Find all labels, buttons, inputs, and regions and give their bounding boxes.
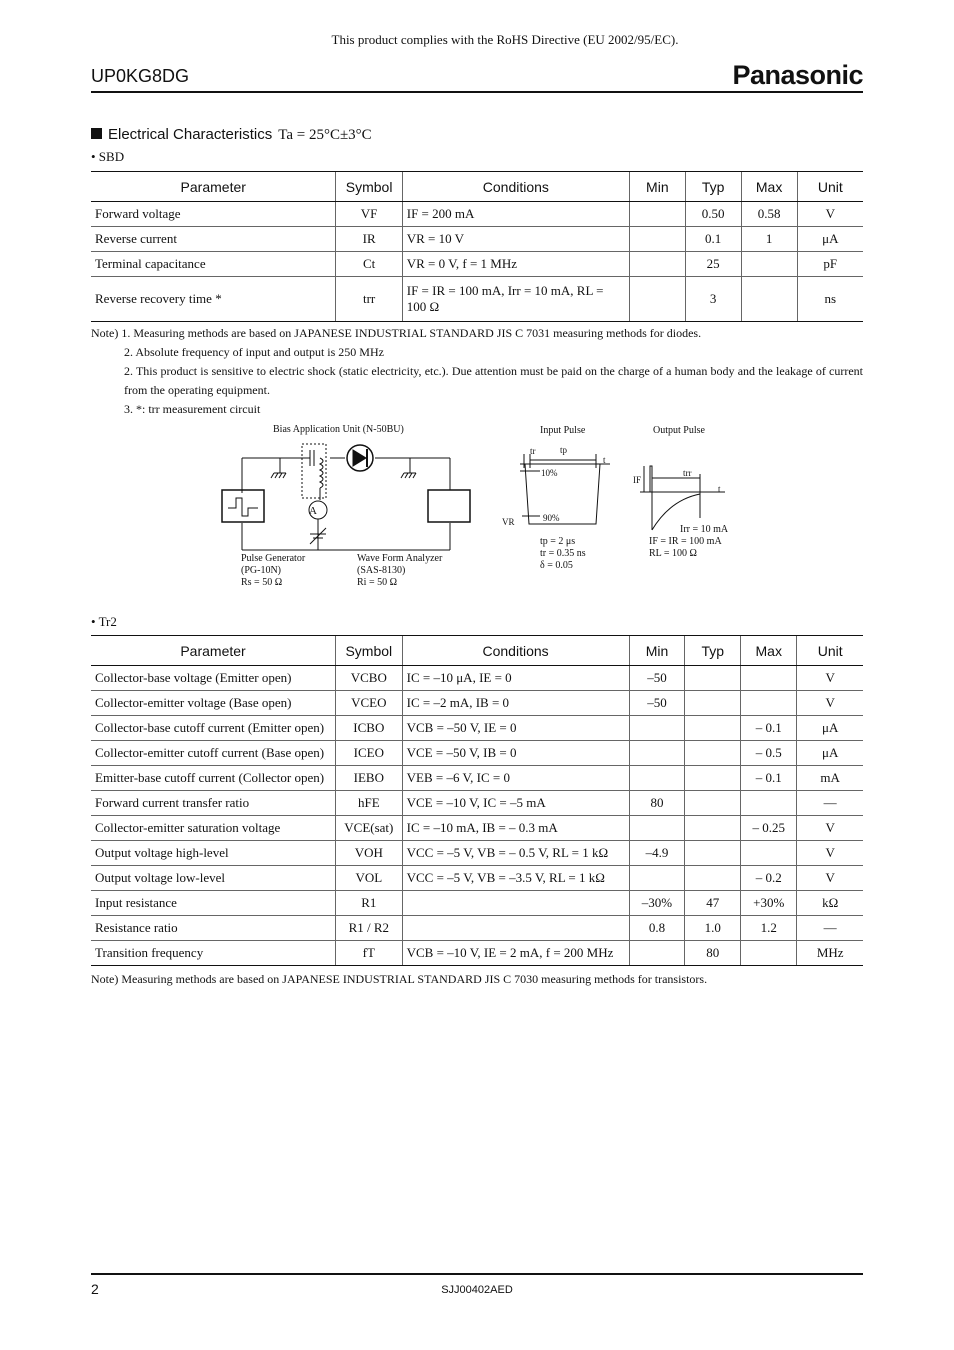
cell-cond: IF = 200 mA <box>402 202 629 227</box>
column-header: Conditions <box>402 172 629 202</box>
cell-min <box>629 766 685 791</box>
cell-symbol: VOH <box>336 841 403 866</box>
trr-measurement-circuit <box>210 418 750 598</box>
output-param-if: IF = IR = 100 mA <box>649 536 722 547</box>
cell-cond: VCB = –10 V, IE = 2 mA, f = 200 MHz <box>402 941 629 966</box>
part-number: UP0KG8DG <box>91 66 190 86</box>
column-header: Parameter <box>91 172 336 202</box>
cell-cond: VCB = –50 V, IE = 0 <box>402 716 629 741</box>
table-row <box>91 202 863 227</box>
table-row <box>91 916 863 941</box>
rohs-notice: This product complies with the RoHS Directive (EU 2002/95/EC). <box>331 32 679 47</box>
cell-symbol: fT <box>336 941 403 966</box>
cell-min <box>629 277 685 322</box>
input-vr-label: VR <box>502 517 515 527</box>
output-pulse-title: Output Pulse <box>653 425 705 436</box>
cell-param: Reverse current <box>91 227 336 252</box>
column-header: Symbol <box>336 172 402 202</box>
cell-max: – 0.2 <box>741 866 797 891</box>
column-header: Symbol <box>336 636 403 666</box>
cell-param: Reverse recovery time * <box>91 277 336 322</box>
analyzer-ri: Ri = 50 Ω <box>357 577 398 588</box>
input-tr-label: tr <box>530 446 536 456</box>
cell-typ <box>685 766 741 791</box>
input-param-tr: tr = 0.35 ns <box>540 548 586 559</box>
tr2-header-row <box>91 636 863 666</box>
input-param-tp: tp = 2 μs <box>540 536 576 547</box>
cell-symbol: VF <box>336 202 402 227</box>
cell-unit: — <box>797 791 863 816</box>
cell-param: Collector-emitter saturation voltage <box>91 816 336 841</box>
cell-min: –50 <box>629 691 685 716</box>
cell-symbol: ICBO <box>336 716 403 741</box>
cell-max <box>741 277 797 322</box>
cell-symbol: Ct <box>336 252 402 277</box>
cell-cond: VCC = –5 V, VB = –3.5 V, RL = 1 kΩ <box>402 866 629 891</box>
cell-typ: 0.1 <box>685 227 741 252</box>
table-row <box>91 766 863 791</box>
cell-cond: IC = –2 mA, IB = 0 <box>402 691 629 716</box>
cell-symbol: VCBO <box>336 666 403 691</box>
cell-symbol: hFE <box>336 791 403 816</box>
section-title-text: Electrical Characteristics <box>108 126 273 143</box>
cell-param: Collector-base voltage (Emitter open) <box>91 666 336 691</box>
cell-unit: μA <box>797 227 863 252</box>
cell-min: –50 <box>629 666 685 691</box>
sbd-note-2: 2. Absolute frequency of input and output is 250 MHz <box>124 345 384 359</box>
cell-min <box>629 941 685 966</box>
cell-typ: 47 <box>685 891 741 916</box>
table-row <box>91 841 863 866</box>
sbd-note-1: Note) 1. Measuring methods are based on JAPANESE INDUSTRIAL STANDARD JIS C 7031 measuring methods for diodes. <box>91 326 702 340</box>
column-header: Typ <box>685 172 741 202</box>
header-rule <box>91 91 863 93</box>
cell-unit: V <box>797 841 863 866</box>
input-t-label: t <box>603 455 606 465</box>
cell-param: Input resistance <box>91 891 336 916</box>
cell-typ <box>685 741 741 766</box>
column-header: Parameter <box>91 636 336 666</box>
table-row <box>91 816 863 841</box>
table-row <box>91 716 863 741</box>
cell-cond: VCC = –5 V, VB = – 0.5 V, RL = 1 kΩ <box>402 841 629 866</box>
analyzer-name: Wave Form Analyzer <box>357 553 443 564</box>
table-row <box>91 252 863 277</box>
tr2-body <box>91 666 863 966</box>
table-row <box>91 691 863 716</box>
cell-cond: VEB = –6 V, IC = 0 <box>402 766 629 791</box>
table-row <box>91 277 863 322</box>
cell-param: Collector-emitter cutoff current (Base open) <box>91 741 336 766</box>
cell-typ <box>685 716 741 741</box>
cell-max <box>741 252 797 277</box>
cell-unit: pF <box>797 252 863 277</box>
cell-typ <box>685 841 741 866</box>
cell-min <box>629 741 685 766</box>
table-row <box>91 791 863 816</box>
cell-typ: 1.0 <box>685 916 741 941</box>
column-header: Unit <box>797 636 863 666</box>
sbd-note-4: 3. *: trr measurement circuit <box>124 402 261 416</box>
cell-min <box>629 866 685 891</box>
column-header: Min <box>629 636 685 666</box>
input-10-label: 10% <box>541 468 558 478</box>
tr2-label: • Tr2 <box>91 614 117 629</box>
cell-typ <box>685 791 741 816</box>
cell-cond <box>402 916 629 941</box>
input-90-label: 90% <box>543 513 560 523</box>
cell-param: Collector-base cutoff current (Emitter open) <box>91 716 336 741</box>
cell-cond: IC = –10 μA, IE = 0 <box>402 666 629 691</box>
cell-min: 80 <box>629 791 685 816</box>
cell-unit: μA <box>797 716 863 741</box>
cell-cond: VR = 10 V <box>402 227 629 252</box>
cell-max: 0.58 <box>741 202 797 227</box>
cell-param: Collector-emitter voltage (Base open) <box>91 691 336 716</box>
footer-rule <box>91 1273 863 1275</box>
cell-param: Forward voltage <box>91 202 336 227</box>
table-row <box>91 666 863 691</box>
column-header: Max <box>741 172 797 202</box>
section-title <box>91 126 372 144</box>
column-header: Conditions <box>402 636 629 666</box>
cell-unit: V <box>797 866 863 891</box>
input-pulse-title: Input Pulse <box>540 425 586 436</box>
cell-unit: μA <box>797 741 863 766</box>
input-param-delta: δ = 0.05 <box>540 560 573 571</box>
square-bullet-icon <box>91 128 102 139</box>
table-row <box>91 227 863 252</box>
cell-typ: 80 <box>685 941 741 966</box>
cell-unit: kΩ <box>797 891 863 916</box>
cell-typ: 0.50 <box>685 202 741 227</box>
sbd-label: • SBD <box>91 149 125 164</box>
cell-param: Transition frequency <box>91 941 336 966</box>
column-header: Unit <box>797 172 863 202</box>
tr2-note: Note) Measuring methods are based on JAPANESE INDUSTRIAL STANDARD JIS C 7030 measuring methods for transistors. <box>91 972 708 986</box>
cell-param: Terminal capacitance <box>91 252 336 277</box>
table-row <box>91 941 863 966</box>
sbd-body <box>91 202 863 322</box>
page-number: 2 <box>91 1281 99 1297</box>
cell-unit: ns <box>797 277 863 322</box>
cell-max: 1.2 <box>741 916 797 941</box>
cell-typ <box>685 866 741 891</box>
cell-min <box>629 716 685 741</box>
cell-min <box>629 202 685 227</box>
cell-typ: 3 <box>685 277 741 322</box>
input-tp-label: tp <box>560 445 568 455</box>
cell-max <box>741 791 797 816</box>
cell-unit: V <box>797 816 863 841</box>
table-row <box>91 741 863 766</box>
cell-unit: V <box>797 666 863 691</box>
cell-cond: IC = –10 mA, IB = – 0.3 mA <box>402 816 629 841</box>
cell-symbol: R1 / R2 <box>336 916 403 941</box>
cell-param: Emitter-base cutoff current (Collector open) <box>91 766 336 791</box>
column-header: Typ <box>685 636 741 666</box>
cell-param: Forward current transfer ratio <box>91 791 336 816</box>
cell-max <box>741 941 797 966</box>
cell-max <box>741 841 797 866</box>
cell-min: 0.8 <box>629 916 685 941</box>
pulse-gen-rs: Rs = 50 Ω <box>241 577 283 588</box>
cell-symbol: R1 <box>336 891 403 916</box>
cell-max: – 0.5 <box>741 741 797 766</box>
cell-param: Output voltage low-level <box>91 866 336 891</box>
cell-cond: VCE = –50 V, IB = 0 <box>402 741 629 766</box>
cell-max: +30% <box>741 891 797 916</box>
cell-typ: 25 <box>685 252 741 277</box>
cell-cond: VCE = –10 V, IC = –5 mA <box>402 791 629 816</box>
output-trr-label: trr <box>683 468 692 478</box>
table-row <box>91 891 863 916</box>
table-row <box>91 866 863 891</box>
ammeter-label: A <box>309 505 317 517</box>
cell-cond: IF = IR = 100 mA, Irr = 10 mA, RL = 100 Ω <box>402 277 629 322</box>
section-condition: Ta = 25°C±3°C <box>278 127 372 143</box>
cell-max: 1 <box>741 227 797 252</box>
cell-max: – 0.25 <box>741 816 797 841</box>
sbd-note-3: 2. This product is sensitive to electric shock (static electricity, etc.). Due attention must be paid on the charge of a human body and the leakage of current from the operating equipment. <box>124 364 863 397</box>
column-header: Max <box>741 636 797 666</box>
cell-param: Resistance ratio <box>91 916 336 941</box>
cell-max <box>741 666 797 691</box>
cell-min <box>629 227 685 252</box>
cell-max: – 0.1 <box>741 716 797 741</box>
sbd-header-row <box>91 172 863 202</box>
output-if-label: IF <box>633 475 642 485</box>
pulse-gen-model: (PG-10N) <box>241 565 281 576</box>
bias-unit-label: Bias Application Unit (N-50BU) <box>273 424 404 435</box>
cell-min <box>629 252 685 277</box>
cell-min <box>629 816 685 841</box>
cell-param: Output voltage high-level <box>91 841 336 866</box>
brand-logo: Panasonic <box>732 60 863 90</box>
analyzer-model: (SAS-8130) <box>357 565 406 576</box>
column-header: Min <box>629 172 685 202</box>
cell-unit: MHz <box>797 941 863 966</box>
cell-unit: mA <box>797 766 863 791</box>
cell-unit: V <box>797 691 863 716</box>
cell-cond <box>402 891 629 916</box>
cell-typ <box>685 816 741 841</box>
cell-symbol: IEBO <box>336 766 403 791</box>
tr2-table <box>91 635 863 966</box>
sbd-table <box>91 171 863 322</box>
cell-max: – 0.1 <box>741 766 797 791</box>
cell-min: –30% <box>629 891 685 916</box>
cell-symbol: VCE(sat) <box>336 816 403 841</box>
cell-unit: V <box>797 202 863 227</box>
cell-symbol: IR <box>336 227 402 252</box>
document-id: SJJ00402AED <box>441 1284 513 1296</box>
output-param-rl: RL = 100 Ω <box>649 548 697 559</box>
output-t-label: t <box>718 484 721 494</box>
cell-symbol: trr <box>336 277 402 322</box>
cell-unit: — <box>797 916 863 941</box>
cell-symbol: VOL <box>336 866 403 891</box>
cell-typ <box>685 691 741 716</box>
cell-cond: VR = 0 V, f = 1 MHz <box>402 252 629 277</box>
cell-symbol: ICEO <box>336 741 403 766</box>
pulse-gen-name: Pulse Generator <box>241 553 306 564</box>
cell-max <box>741 691 797 716</box>
output-param-irr: Irr = 10 mA <box>680 524 729 535</box>
cell-typ <box>685 666 741 691</box>
cell-min: –4.9 <box>629 841 685 866</box>
cell-symbol: VCEO <box>336 691 403 716</box>
